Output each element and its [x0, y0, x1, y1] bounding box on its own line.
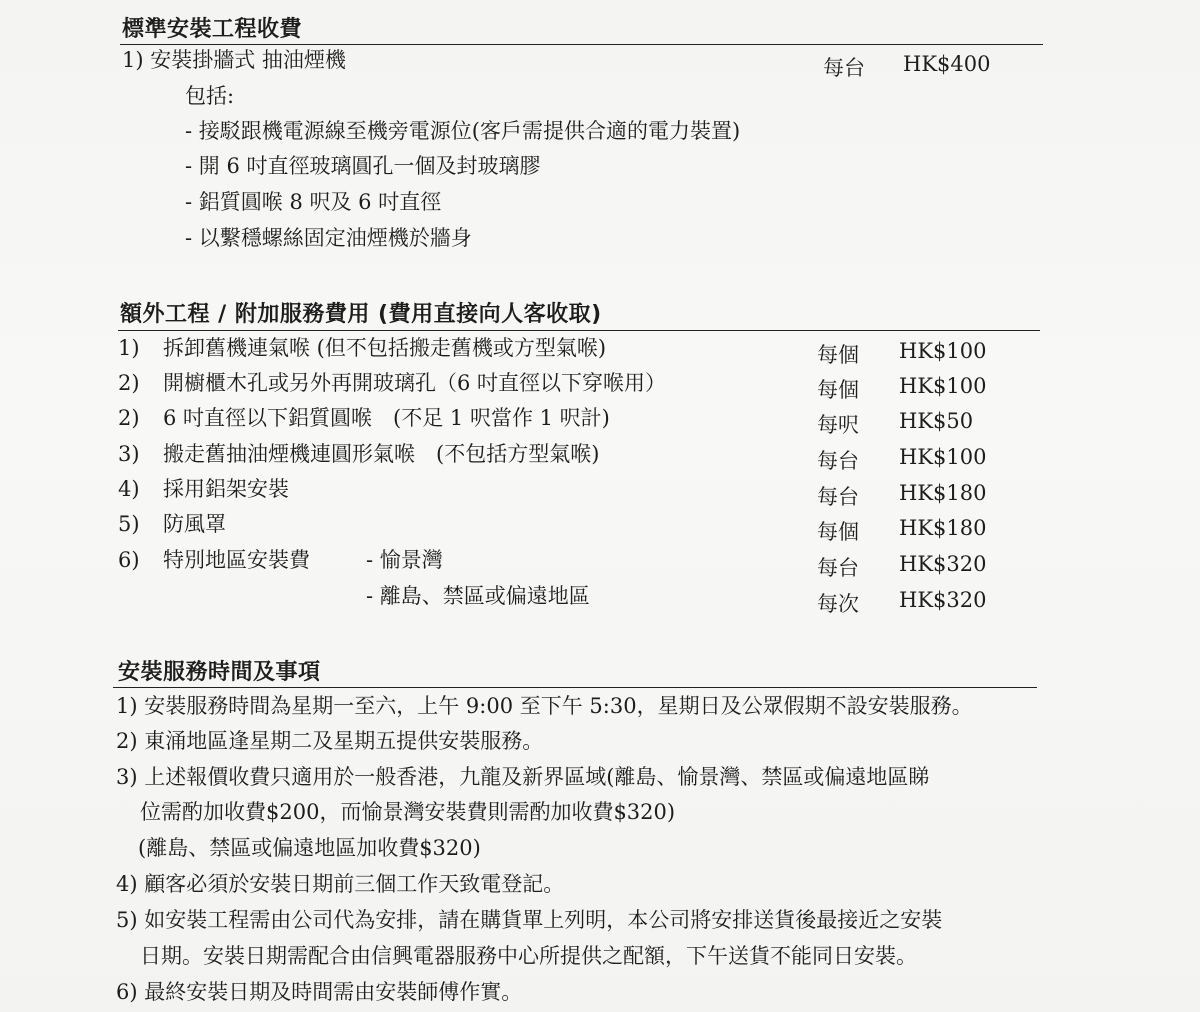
row-num: 2)	[118, 406, 140, 430]
section1-item-label: 1) 安裝掛牆式 抽油煙機	[122, 48, 346, 72]
notice-line: 日期。安裝日期需配合由信興電器服務中心所提供之配額，下午送貨不能同日安裝。	[140, 944, 917, 968]
section1-item-price: HK$400	[903, 52, 991, 76]
row-price: HK$180	[899, 516, 987, 540]
row-unit: 每個	[817, 520, 859, 544]
row-num: 4)	[118, 477, 140, 501]
row-sub: - 愉景灣	[366, 548, 443, 572]
section2-rule	[118, 330, 1040, 331]
row-price: HK$100	[899, 339, 987, 363]
row-price: HK$180	[899, 481, 987, 505]
includes-label: 包括:	[185, 84, 235, 108]
row-price: HK$100	[899, 374, 987, 398]
row-num: 6)	[118, 548, 140, 572]
row-unit: 每台	[817, 485, 859, 509]
row-unit: 每台	[817, 556, 859, 580]
include-item: - 接駁跟機電源線至機旁電源位(客戶需提供合適的電力裝置)	[185, 119, 741, 143]
row-num: 3)	[118, 442, 140, 466]
row-desc: 6 吋直徑以下鋁質圓喉 (不足 1 呎當作 1 呎計)	[163, 406, 610, 430]
row-num: 5)	[118, 512, 140, 536]
include-item: - 以繫穩螺絲固定油煙機於牆身	[185, 226, 472, 250]
row-price: HK$320	[899, 552, 987, 576]
row-price: HK$320	[899, 588, 987, 612]
section1-rule	[120, 44, 1043, 45]
row-unit: 每個	[817, 378, 859, 402]
section3-title: 安裝服務時間及事項	[118, 660, 321, 685]
section1-item-unit: 每台	[823, 56, 865, 80]
row-desc: 特別地區安裝費	[163, 548, 310, 572]
row-desc: 開櫥櫃木孔或另外再開玻璃孔（6 吋直徑以下穿喉用）	[163, 371, 667, 395]
notice-line: 3) 上述報價收費只適用於一般香港，九龍及新界區域(離島、愉景灣、禁區或偏遠地區睇	[116, 765, 930, 789]
row-desc: 防風罩	[163, 512, 226, 536]
row-desc: 採用鋁架安裝	[163, 477, 289, 501]
row-unit: 每個	[817, 343, 859, 367]
row-sub: - 離島、禁區或偏遠地區	[366, 584, 590, 608]
row-desc: 拆卸舊機連氣喉 (但不包括搬走舊機或方型氣喉)	[163, 336, 607, 360]
section2-title: 額外工程 / 附加服務費用 (費用直接向人客收取)	[120, 302, 602, 327]
notice-line: 2) 東涌地區逢星期二及星期五提供安裝服務。	[116, 729, 544, 753]
notice-line: 5) 如安裝工程需由公司代為安排，請在購貨單上列明，本公司將安排送貨後最接近之安裝	[116, 908, 943, 932]
include-item: - 開 6 吋直徑玻璃圓孔一個及封玻璃膠	[185, 154, 541, 178]
notice-line: 4) 顧客必須於安裝日期前三個工作天致電登記。	[116, 872, 565, 896]
row-num: 2)	[118, 371, 140, 395]
notice-line: 1) 安裝服務時間為星期一至六，上午 9:00 至下午 5:30，星期日及公眾假期不設安裝服務。	[116, 694, 973, 718]
row-price: HK$100	[899, 445, 987, 469]
notice-line: 位需酌加收費$200，而愉景灣安裝費則需酌加收費$320)	[140, 800, 676, 824]
section3-rule	[113, 687, 1037, 688]
row-unit: 每呎	[817, 413, 859, 437]
notice-line: 6) 最終安裝日期及時間需由安裝師傅作實。	[116, 980, 523, 1004]
row-unit: 每次	[817, 592, 859, 616]
row-desc: 搬走舊抽油煙機連圓形氣喉 (不包括方型氣喉)	[163, 442, 600, 466]
row-unit: 每台	[817, 449, 859, 473]
row-price: HK$50	[899, 409, 974, 433]
section1-title: 標準安裝工程收費	[122, 17, 303, 42]
include-item: - 鋁質圓喉 8 呎及 6 吋直徑	[185, 190, 442, 214]
row-num: 1)	[118, 336, 140, 360]
notice-line: (離島、禁區或偏遠地區加收費$320)	[138, 836, 481, 860]
